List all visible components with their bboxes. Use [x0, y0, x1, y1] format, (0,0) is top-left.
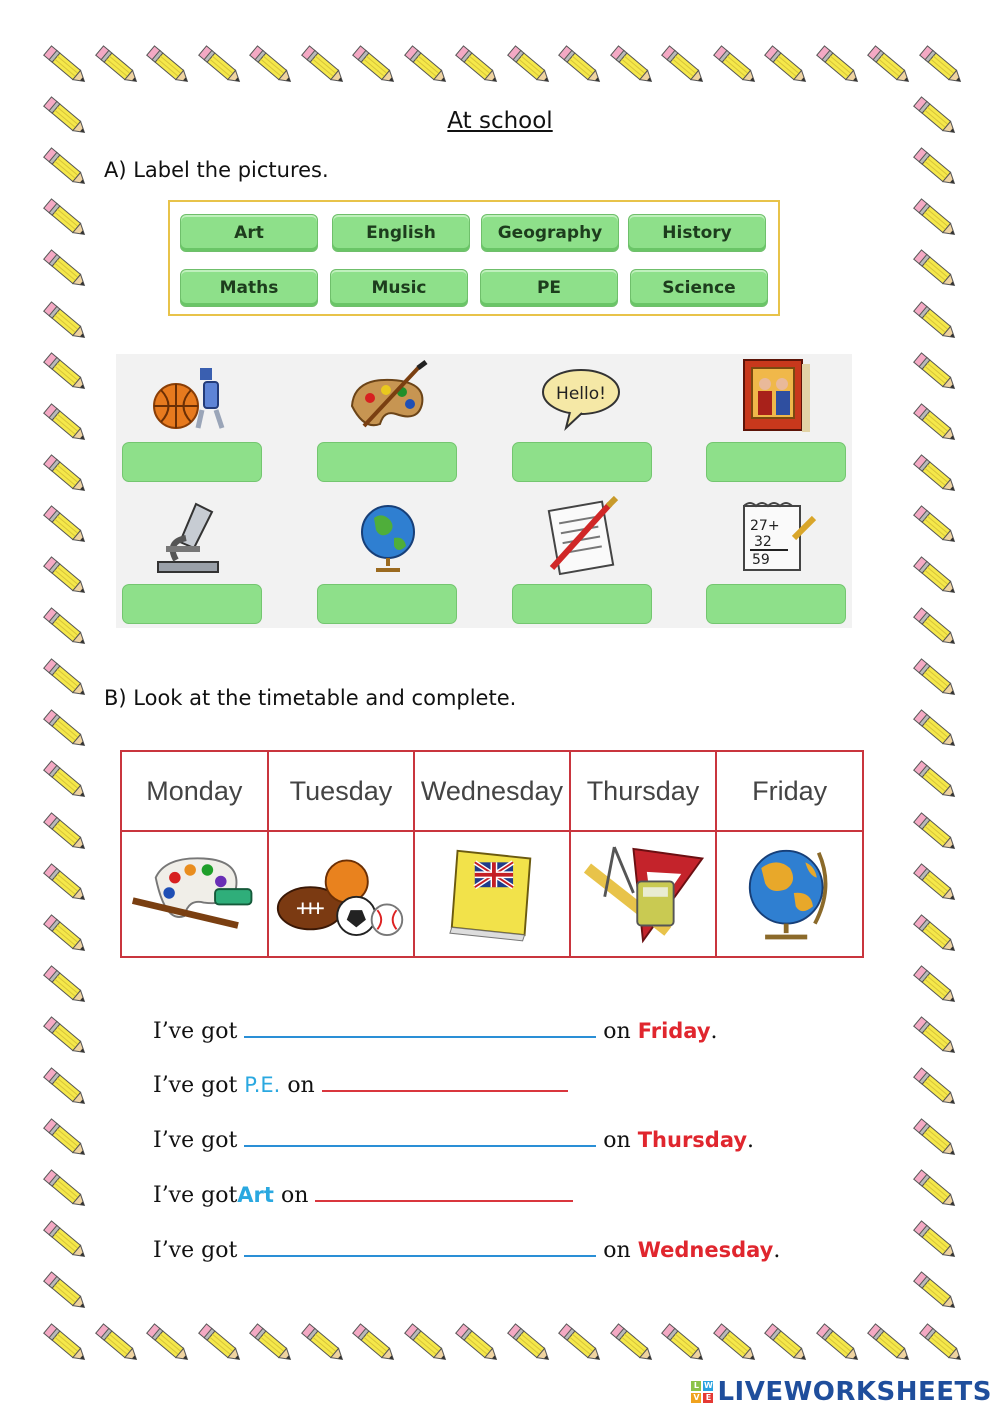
day-thursday: Thursday [570, 751, 717, 831]
word-geography[interactable]: Geography [481, 214, 619, 252]
pencil-icon [910, 296, 962, 348]
pencil-icon [864, 40, 916, 92]
sentence-on: on [603, 1019, 631, 1044]
pencil-icon [143, 1318, 195, 1370]
sentence-on: on [603, 1128, 631, 1153]
pencil-icon [910, 449, 962, 501]
pencil-icon [910, 398, 962, 450]
pencil-icon [40, 909, 92, 961]
history-book-icon [732, 356, 822, 436]
svg-text:Hello!: Hello! [556, 384, 606, 404]
pencil-icon [607, 40, 659, 92]
answer-box-4[interactable] [706, 442, 846, 482]
sentence-prefix: I’ve got [153, 1128, 238, 1153]
word-art[interactable]: Art [180, 214, 318, 252]
pencil-icon [40, 551, 92, 603]
pencil-icon [40, 1318, 92, 1370]
pencil-icon [195, 1318, 247, 1370]
day-monday: Monday [121, 751, 268, 831]
answer-box-2[interactable] [317, 442, 457, 482]
pencil-icon [555, 1318, 607, 1370]
pencil-icon [40, 244, 92, 296]
sentence-prefix: I’ve got [153, 1019, 238, 1044]
maths-calculation-icon [734, 498, 824, 578]
word-history[interactable]: History [628, 214, 766, 252]
pencil-icon [910, 551, 962, 603]
pencil-icon [910, 1215, 962, 1267]
answer-line-3[interactable] [244, 1127, 596, 1147]
pencil-icon [40, 1113, 92, 1165]
answer-line-4[interactable] [315, 1182, 573, 1202]
sentence-on: on [280, 1183, 309, 1208]
pencil-icon [401, 1318, 453, 1370]
pencil-icon [143, 40, 195, 92]
subject-word-art: Art [237, 1183, 274, 1207]
answer-box-3[interactable] [512, 442, 652, 482]
day-word-wednesday: Wednesday [637, 1238, 774, 1262]
sentence-prefix: I’ve got [153, 1073, 238, 1098]
pencil-icon [40, 960, 92, 1012]
pencil-icon [246, 1318, 298, 1370]
pencil-icon [40, 500, 92, 552]
pencil-icon [40, 858, 92, 910]
word-music[interactable]: Music [330, 269, 468, 307]
sentence-on: on [603, 1238, 631, 1263]
day-wednesday: Wednesday [414, 751, 569, 831]
pencil-icon [761, 1318, 813, 1370]
sentence-prefix: I’ve got [153, 1183, 238, 1208]
pencil-icon [910, 858, 962, 910]
pencil-icon [195, 40, 247, 92]
svg-text:59: 59 [752, 552, 770, 568]
pencil-icon [40, 449, 92, 501]
pencil-icon [40, 296, 92, 348]
sentence-period: . [773, 1238, 781, 1263]
svg-text:32: 32 [754, 534, 772, 550]
sentence-4 [153, 1182, 573, 1208]
sentence-5 [153, 1237, 780, 1263]
pencil-icon [40, 1062, 92, 1114]
sport-icon [144, 358, 234, 438]
pencil-icon [910, 1113, 962, 1165]
word-english[interactable]: English [332, 214, 470, 252]
pencil-icon [349, 1318, 401, 1370]
page-title: At school [447, 108, 553, 134]
pencil-icon [40, 1164, 92, 1216]
word-maths[interactable]: Maths [180, 269, 318, 307]
pencil-icon [504, 40, 556, 92]
pencil-icon [298, 40, 350, 92]
answer-box-5[interactable] [122, 584, 262, 624]
pencil-icon [916, 1318, 968, 1370]
word-science[interactable]: Science [630, 269, 768, 307]
pencil-icon [92, 40, 144, 92]
pencil-icon [555, 40, 607, 92]
pencil-icon [607, 1318, 659, 1370]
answer-box-8[interactable] [706, 584, 846, 624]
subject-word-pe: P.E. [244, 1073, 281, 1097]
pencil-icon [910, 1266, 962, 1318]
answer-box-1[interactable] [122, 442, 262, 482]
pencil-icon [40, 40, 92, 92]
answer-box-6[interactable] [317, 584, 457, 624]
pencil-icon [92, 1318, 144, 1370]
answer-box-7[interactable] [512, 584, 652, 624]
pencil-icon [710, 1318, 762, 1370]
pencil-icon [761, 40, 813, 92]
pencil-icon [910, 653, 962, 705]
pencil-icon [864, 1318, 916, 1370]
sentence-3 [153, 1127, 754, 1153]
pencil-icon [910, 755, 962, 807]
pencil-icon [349, 40, 401, 92]
paint-supplies-icon [121, 831, 268, 957]
svg-text:27+: 27+ [750, 518, 780, 534]
pencil-icon [910, 347, 962, 399]
pencil-icon [910, 807, 962, 859]
word-pe[interactable]: PE [480, 269, 618, 307]
pencil-icon [910, 704, 962, 756]
pencil-icon [910, 960, 962, 1012]
pencil-icon [452, 40, 504, 92]
pencil-icon [40, 704, 92, 756]
day-tuesday: Tuesday [268, 751, 415, 831]
pencil-icon [910, 193, 962, 245]
pencil-icon [813, 40, 865, 92]
pictures-panel [116, 354, 852, 628]
pencil-icon [452, 1318, 504, 1370]
section-a-heading: A) Label the pictures. [104, 158, 329, 182]
pencil-icon [910, 909, 962, 961]
sports-balls-icon [268, 831, 415, 957]
pencil-icon [40, 755, 92, 807]
sentence-prefix: I’ve got [153, 1238, 238, 1263]
pencil-icon [40, 347, 92, 399]
brand-name: LIVEWORKSHEETS [717, 1377, 992, 1407]
pencil-icon [710, 40, 762, 92]
globe-icon [716, 831, 863, 957]
sentence-period: . [710, 1019, 718, 1044]
day-word-thursday: Thursday [637, 1128, 748, 1152]
sentence-1 [153, 1018, 718, 1044]
pencil-icon [40, 142, 92, 194]
pencil-icon [40, 653, 92, 705]
globe-icon-small [344, 498, 434, 578]
pencil-icon [813, 1318, 865, 1370]
pencil-icon [910, 244, 962, 296]
pencil-icon [40, 1215, 92, 1267]
pencil-icon [401, 40, 453, 92]
pencil-icon [40, 398, 92, 450]
pencil-icon [910, 602, 962, 654]
sentence-on: on [287, 1073, 315, 1098]
section-b-heading: B) Look at the timetable and complete. [104, 686, 517, 710]
pencil-icon [916, 40, 968, 92]
pencil-icon [40, 193, 92, 245]
pencil-icon [40, 807, 92, 859]
geometry-tools-icon [570, 831, 717, 957]
music-sheet-icon [540, 496, 630, 576]
pencil-icon [40, 1266, 92, 1318]
sentence-period: . [747, 1128, 755, 1153]
pencil-icon [910, 1011, 962, 1063]
pencil-icon [504, 1318, 556, 1370]
answer-line-2[interactable] [322, 1072, 568, 1092]
pencil-icon [246, 40, 298, 92]
microscope-icon [146, 498, 236, 578]
pencil-icon [910, 142, 962, 194]
pencil-icon [658, 40, 710, 92]
pencil-icon [40, 1011, 92, 1063]
answer-line-1[interactable] [244, 1018, 596, 1038]
lw-logo-icon: L W V E [693, 1381, 713, 1402]
day-word-friday: Friday [637, 1019, 711, 1043]
pencil-icon [658, 1318, 710, 1370]
day-friday: Friday [716, 751, 863, 831]
hello-speech-bubble-icon [536, 358, 626, 438]
pencil-icon [298, 1318, 350, 1370]
english-book-icon [414, 831, 569, 957]
pencil-icon [910, 1164, 962, 1216]
timetable [120, 750, 864, 958]
pencil-icon [910, 500, 962, 552]
pencil-icon [40, 602, 92, 654]
answer-line-5[interactable] [244, 1237, 596, 1257]
liveworksheets-logo[interactable] [691, 1377, 992, 1407]
word-bank [168, 200, 780, 316]
pencil-icon [910, 1062, 962, 1114]
sentence-2 [153, 1072, 568, 1098]
paint-palette-icon [344, 358, 434, 438]
